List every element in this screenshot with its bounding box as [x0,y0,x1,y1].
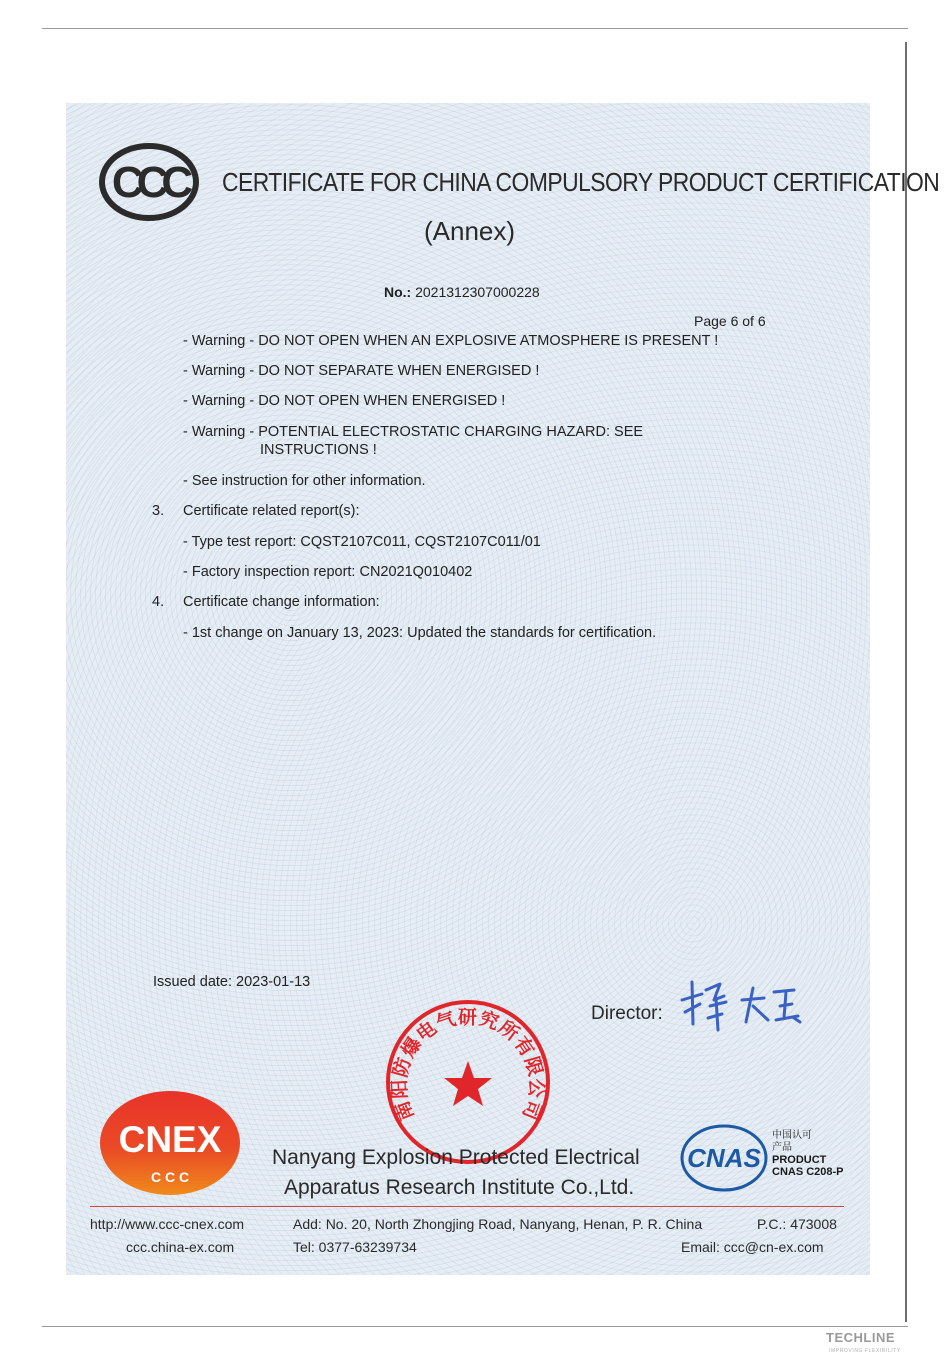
change-item: - 1st change on January 13, 2023: Updated the standards for certification. [183,625,657,641]
cnas-label-cn2: 产品 [772,1142,792,1153]
cnex-logo-icon [99,1090,241,1196]
top-rule [42,28,908,29]
certificate-number-value: 2021312307000228 [415,284,540,300]
page-indicator: Page 6 of 6 [694,313,766,329]
warning-continuation: INSTRUCTIONS ! [260,442,377,458]
issued-date: Issued date: 2023-01-13 [153,974,311,990]
bottom-rule [42,1326,908,1327]
ccc-logo-text: CCC [111,158,187,207]
director-label: Director: [591,1003,663,1024]
footer-website-2: ccc.china-ex.com [126,1239,235,1255]
see-instruction-line: - See instruction for other information. [183,473,426,489]
footer-website-1: http://www.ccc-cnex.com [90,1216,245,1232]
cnex-logo-subtext: C C C [150,1169,190,1185]
cnas-accreditation-label [772,1130,844,1178]
cnex-logo-text: CNEX [118,1119,222,1160]
right-margin-rule [905,42,907,1322]
techline-watermark: TECHLINE [826,1330,895,1345]
footer-postcode: P.C.: 473008 [757,1216,837,1232]
certificate-number-label: No.: [384,284,412,300]
certificate-title: CERTIFICATE FOR CHINA COMPULSORY PRODUCT CERTIFICATION [222,167,940,197]
footer-address: Add: No. 20, North Zhongjing Road, Nanyang, Henan, P. R. China [293,1216,703,1232]
seal-text: 南阳防爆电气研究所有限公司 [388,1006,548,1124]
warning-line: - Warning - POTENTIAL ELECTROSTATIC CHARGING HAZARD: SEE [183,424,644,440]
certificate-subtitle: (Annex) [424,216,516,246]
techline-tagline: IMPROVING FLEXIBILITY [829,1348,901,1354]
footer-divider [90,1206,844,1207]
footer-email: Email: ccc@cn-ex.com [681,1239,824,1255]
report-item: - Type test report: CQST2107C011, CQST2107C011/01 [183,534,541,550]
section-title: Certificate change information: [183,594,380,610]
certificate-number [384,284,540,300]
cnas-label-cn1: 中国认可 [772,1130,812,1141]
warning-line: - Warning - DO NOT OPEN WHEN ENERGISED ! [183,393,506,409]
seal-star-icon [444,1061,492,1106]
report-item: - Factory inspection report: CN2021Q010402 [183,564,473,580]
cnas-logo-icon [678,1122,770,1194]
section-number: 4. [152,594,165,610]
cnas-logo-text: CNAS [687,1143,761,1173]
institute-name-line2: Apparatus Research Institute Co.,Ltd. [284,1176,635,1199]
cnas-code: CNAS C208-P [772,1166,844,1178]
section-number: 3. [152,503,165,519]
warning-line: - Warning - DO NOT SEPARATE WHEN ENERGISED ! [183,363,540,379]
warning-line: - Warning - DO NOT OPEN WHEN AN EXPLOSIVE ATMOSPHERE IS PRESENT ! [183,333,719,349]
cnas-label-en: PRODUCT [772,1154,827,1166]
director-signature [676,970,806,1040]
footer-telephone: Tel: 0377-63239734 [293,1239,417,1255]
institute-name-line1: Nanyang Explosion Protected Electrical [272,1146,640,1169]
institute-seal [384,998,552,1166]
ccc-logo-icon [99,143,199,221]
section-title: Certificate related report(s): [183,503,360,519]
